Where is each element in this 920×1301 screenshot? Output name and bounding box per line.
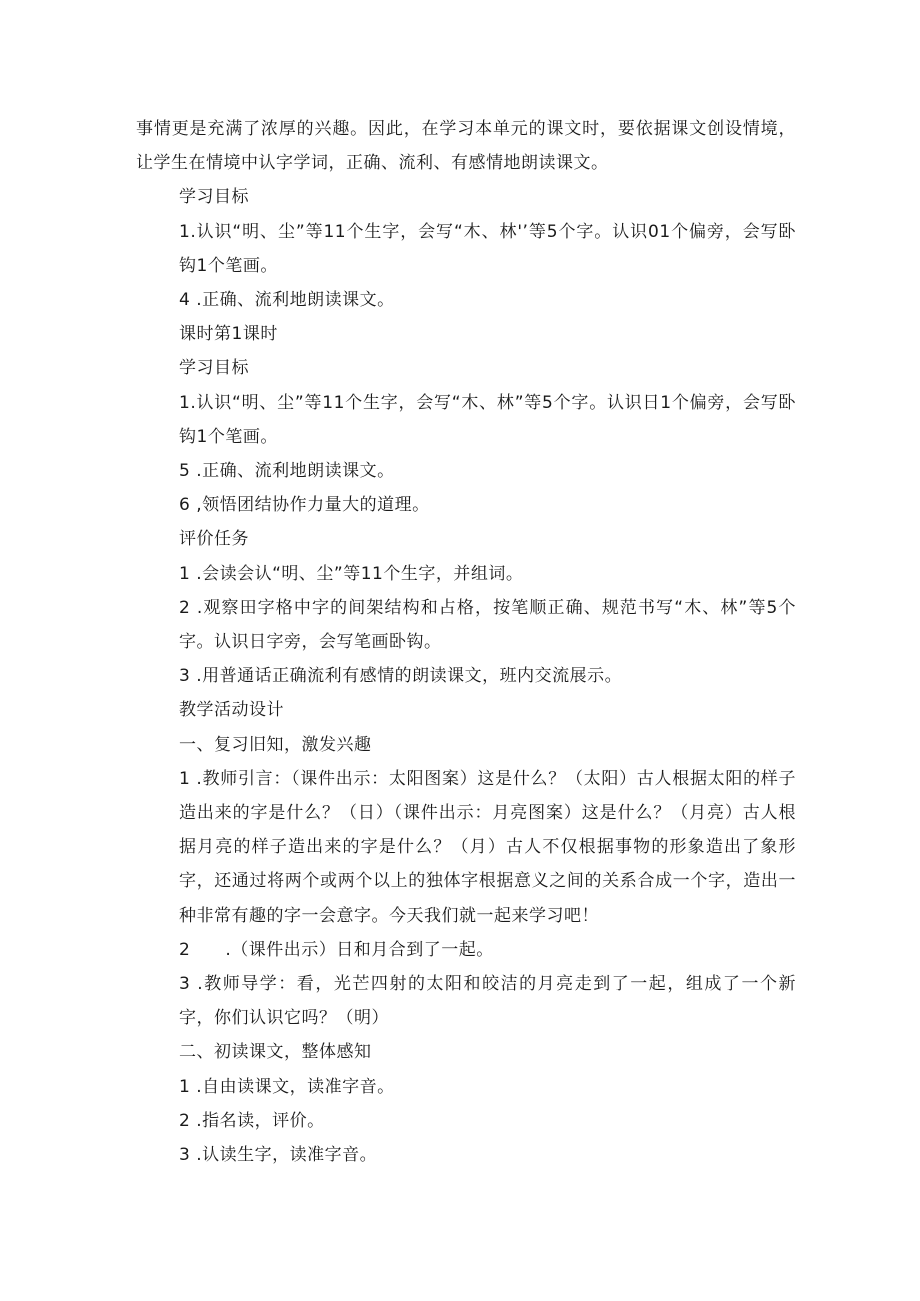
section-heading: 二、初读课文，整体感知 [179,1042,372,1063]
lesson-goal-item: 5 .正确、流利地朗读课文。 [179,461,395,482]
evaluation-item: 3 .用普通话正确流利有感情的朗读课文，班内交流展示。 [179,666,623,687]
document-body [136,112,796,1172]
lesson-goal-item: 1.认识“明、尘”等11个生字，会写“木、林”等5个字。认识日1个偏旁，会写卧钩1个笔画。 [179,392,796,447]
section-heading: 一、复习旧知，激发兴趣 [179,734,372,755]
lesson-heading: 课时第1课时 [179,324,278,345]
activity-step: 1 .教师引言：（课件出示：太阳图案）这是什么？（太阳）古人根据太阳的样子造出来的字是什么？（日）（课件出示：月亮图案）这是什么？（月亮）古人根据月亮的样子造出来的字是什么？（月）古人不仅根据事物的形象造出了象形字，还通过将两个或两个以上的独体字根据意义之间的关系合成一个字，造出一种非常有趣的字一会意字。今天我们就一起来学习吧！ [179,768,796,926]
evaluation-item: 1 .会读会认“明、尘”等11个生字，并组词。 [179,563,524,584]
activity-step: 3 .认读生字，读准字音。 [179,1145,378,1166]
evaluation-item: 2 .观察田字格中字的间架结构和占格，按笔顺正确、规范书写“木、林”等5个字。认识日字旁，会写笔画卧钩。 [179,597,796,653]
unit-goals-heading: 学习目标 [179,187,249,208]
lesson-goals-heading: 学习目标 [179,358,249,379]
lesson-goal-item: 6 ,领悟团结协作力量大的道理。 [179,495,430,516]
activity-step: 1 .自由读课文，读准字音。 [179,1076,395,1097]
intro-paragraph: 事情更是充满了浓厚的兴趣。因此，在学习本单元的课文时，要依据课文创设情境，让学生在情境中认字学词，正确、流利、有感情地朗读课文。 [136,119,796,174]
evaluation-heading: 评价任务 [179,529,249,550]
activity-design-heading: 教学活动设计 [179,700,284,721]
activity-step: 2 .（课件出示）日和月合到了一起。 [179,939,494,960]
activity-step: 2 .指名读，评价。 [179,1110,325,1131]
activity-step: 3 .教师导学：看，光芒四射的太阳和皎洁的月亮走到了一起，组成了一个新字，你们认识它吗？（明） [179,974,796,1029]
unit-goal-item: 1.认识“明、尘”等11个生字，会写“木、林'’等5个字。认识01个偏旁，会写卧钩1个笔画。 [179,221,796,276]
unit-goal-item: 4 .正确、流利地朗读课文。 [179,290,395,311]
